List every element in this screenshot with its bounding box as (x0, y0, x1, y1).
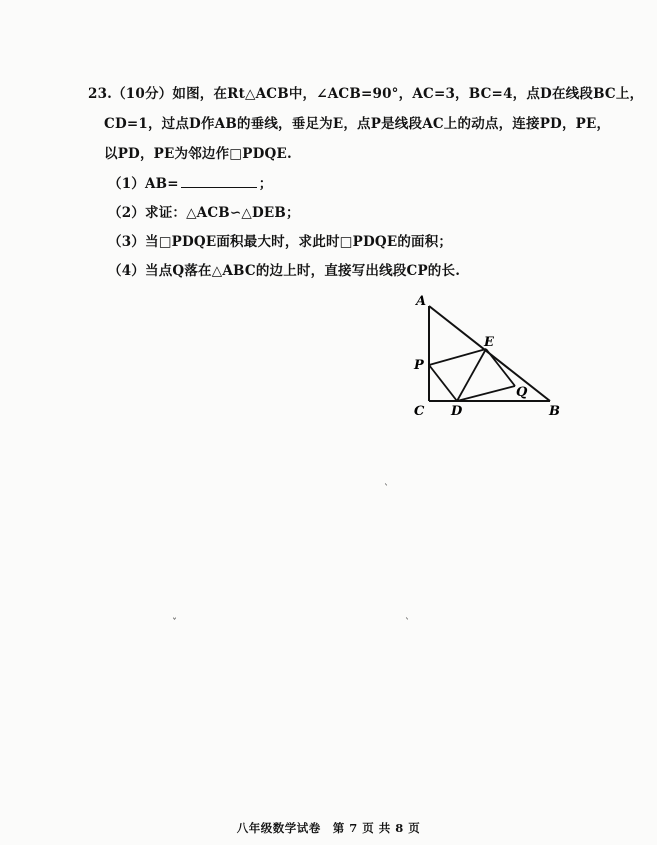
label-q: Q (516, 385, 528, 400)
label-a: A (416, 294, 427, 309)
segment-eq (486, 349, 515, 386)
answer-blank (181, 175, 257, 188)
problem-line-3: 以PD，PE为邻边作□PDQE. (104, 146, 292, 162)
label-p: P (414, 358, 424, 373)
problem-line-1: 23.（10分）如图，在Rt△ACB中，∠ACB=90°，AC=3，BC=4，点D在线段BC上， (88, 86, 644, 102)
question-2: （2）求证：△ACB∽△DEB； (108, 205, 300, 221)
scan-speck: ` (405, 618, 410, 629)
question-1-prefix: （1）AB= (108, 176, 179, 192)
scan-speck: ` (384, 484, 389, 495)
label-d: D (451, 404, 463, 419)
question-4: （4）当点Q落在△ABC的边上时，直接写出线段CP的长. (108, 263, 461, 279)
question-1 (108, 172, 273, 192)
label-b: B (549, 404, 560, 419)
geometry-figure (400, 288, 580, 423)
segment-dq (457, 386, 515, 401)
problem-line-2: CD=1，过点D作AB的垂线，垂足为E，点P是线段AC上的动点，连接PD，PE， (104, 116, 611, 132)
question-1-suffix: ； (258, 176, 273, 192)
label-c: C (414, 404, 425, 419)
scan-speck: ˇ (172, 618, 177, 629)
page-footer: 八年级数学试卷 第 7 页 共 8 页 (236, 821, 421, 835)
question-3: （3）当□PDQE面积最大时，求此时□PDQE的面积； (108, 234, 453, 250)
segment-pd (429, 365, 457, 401)
label-e: E (484, 335, 494, 350)
